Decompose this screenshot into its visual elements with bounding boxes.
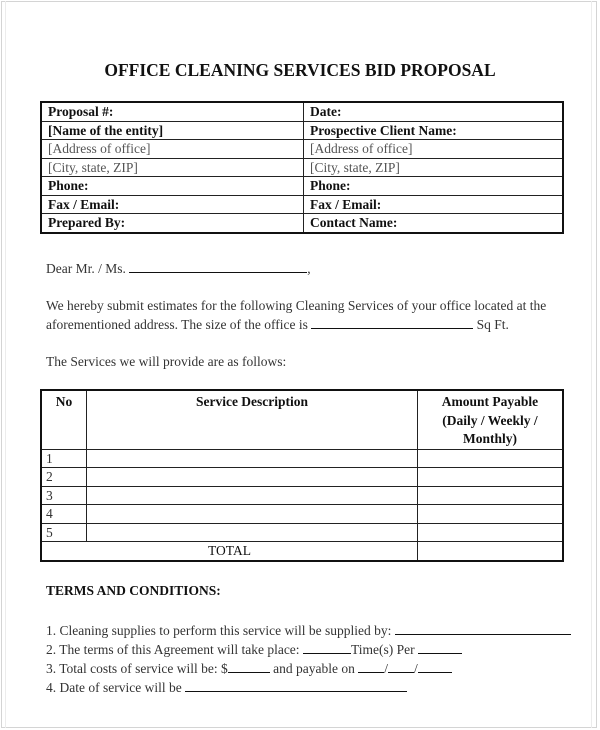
entity-phone-field[interactable]: Phone: — [41, 177, 304, 196]
proposal-info-table — [40, 101, 564, 234]
salutation-comma: , — [307, 261, 311, 276]
info-row-fax-email — [41, 195, 563, 214]
entity-fax-email-field[interactable]: Fax / Email: — [41, 195, 304, 214]
row-number: 3 — [41, 486, 87, 505]
frequency-period-blank[interactable] — [418, 641, 462, 654]
services-table — [40, 389, 564, 562]
term-item-1 — [46, 621, 571, 640]
services-intro: The Services we will provide are as follows: — [46, 354, 287, 369]
service-description-cell[interactable] — [87, 486, 418, 505]
times-per-label: Time(s) Per — [350, 642, 415, 657]
term-item-2 — [46, 640, 571, 659]
date-separator: / — [414, 661, 418, 676]
amount-cell[interactable] — [418, 523, 564, 542]
terms-list — [46, 621, 571, 697]
total-label: TOTAL — [41, 542, 418, 561]
header-no: No — [41, 390, 87, 449]
service-description-cell[interactable] — [87, 449, 418, 468]
amount-cell[interactable] — [418, 449, 564, 468]
office-size-label: aforementioned address. The size of the office is — [46, 317, 308, 332]
intro-paragraph-line1: We hereby submit estimates for the following Cleaning Services of your office located at the — [46, 298, 547, 313]
office-size-blank[interactable] — [311, 316, 473, 329]
entity-name-field[interactable]: [Name of the entity] — [41, 121, 304, 140]
table-row — [41, 523, 563, 542]
terms-heading: TERMS AND CONDITIONS: — [46, 583, 221, 598]
amount-cell[interactable] — [418, 468, 564, 487]
amount-cell[interactable] — [418, 486, 564, 505]
row-number: 1 — [41, 449, 87, 468]
info-row-address — [41, 140, 563, 159]
term-1-label: 1. Cleaning supplies to perform this service will be supplied by: — [46, 623, 392, 638]
info-row-proposal-date — [41, 102, 563, 121]
payment-day-blank[interactable] — [388, 660, 414, 673]
supplies-provider-blank[interactable] — [395, 622, 571, 635]
total-amount-cell[interactable] — [418, 542, 564, 561]
service-description-cell[interactable] — [87, 468, 418, 487]
total-cost-blank[interactable] — [228, 660, 270, 673]
payment-year-blank[interactable] — [418, 660, 452, 673]
term-item-3 — [46, 659, 571, 678]
prepared-by-field[interactable]: Prepared By: — [41, 214, 304, 233]
intro-paragraph-line2 — [46, 315, 509, 334]
date-separator: / — [384, 661, 389, 676]
salutation-label: Dear Mr. / Ms. — [46, 261, 126, 276]
info-row-prepared-contact — [41, 214, 563, 233]
services-header-row — [41, 390, 563, 449]
table-row — [41, 449, 563, 468]
service-description-cell[interactable] — [87, 505, 418, 524]
table-row — [41, 486, 563, 505]
client-fax-email-field[interactable]: Fax / Email: — [304, 195, 564, 214]
amount-cell[interactable] — [418, 505, 564, 524]
contact-name-field[interactable]: Contact Name: — [304, 214, 564, 233]
header-amount-payable — [418, 390, 564, 449]
payment-month-blank[interactable] — [358, 660, 384, 673]
service-date-blank[interactable] — [185, 679, 407, 692]
info-row-city — [41, 158, 563, 177]
client-phone-field[interactable]: Phone: — [304, 177, 564, 196]
term-3-label: 3. Total costs of service will be: $ — [46, 661, 228, 676]
row-number: 5 — [41, 523, 87, 542]
total-row — [41, 542, 563, 561]
client-address-field[interactable]: [Address of office] — [304, 140, 564, 159]
term-4-label: 4. Date of service will be — [46, 680, 182, 695]
term-item-4 — [46, 678, 571, 697]
sq-ft-label: Sq Ft. — [476, 317, 509, 332]
header-amount-line3: Monthly) — [463, 431, 517, 446]
table-row — [41, 505, 563, 524]
proposal-number-field[interactable]: Proposal #: — [41, 102, 304, 121]
table-row — [41, 468, 563, 487]
entity-address-field[interactable]: [Address of office] — [41, 140, 304, 159]
row-number: 4 — [41, 505, 87, 524]
info-row-entity-client — [41, 121, 563, 140]
term-2-label: 2. The terms of this Agreement will take place: — [46, 642, 300, 657]
document-title: OFFICE CLEANING SERVICES BID PROPOSAL — [104, 60, 496, 80]
client-city-field[interactable]: [City, state, ZIP] — [304, 158, 564, 177]
client-name-field[interactable]: Prospective Client Name: — [304, 121, 564, 140]
recipient-name-blank[interactable] — [129, 260, 307, 273]
row-number: 2 — [41, 468, 87, 487]
payable-on-label: and payable on — [273, 661, 355, 676]
header-amount-line1: Amount Payable — [441, 394, 539, 409]
service-description-cell[interactable] — [87, 523, 418, 542]
info-row-phone — [41, 177, 563, 196]
frequency-count-blank[interactable] — [303, 641, 351, 654]
date-field[interactable]: Date: — [304, 102, 564, 121]
salutation-line — [46, 259, 311, 278]
entity-city-field[interactable]: [City, state, ZIP] — [41, 158, 304, 177]
header-amount-line2: (Daily / Weekly / — [442, 412, 538, 428]
header-service-description: Service Description — [87, 390, 418, 449]
